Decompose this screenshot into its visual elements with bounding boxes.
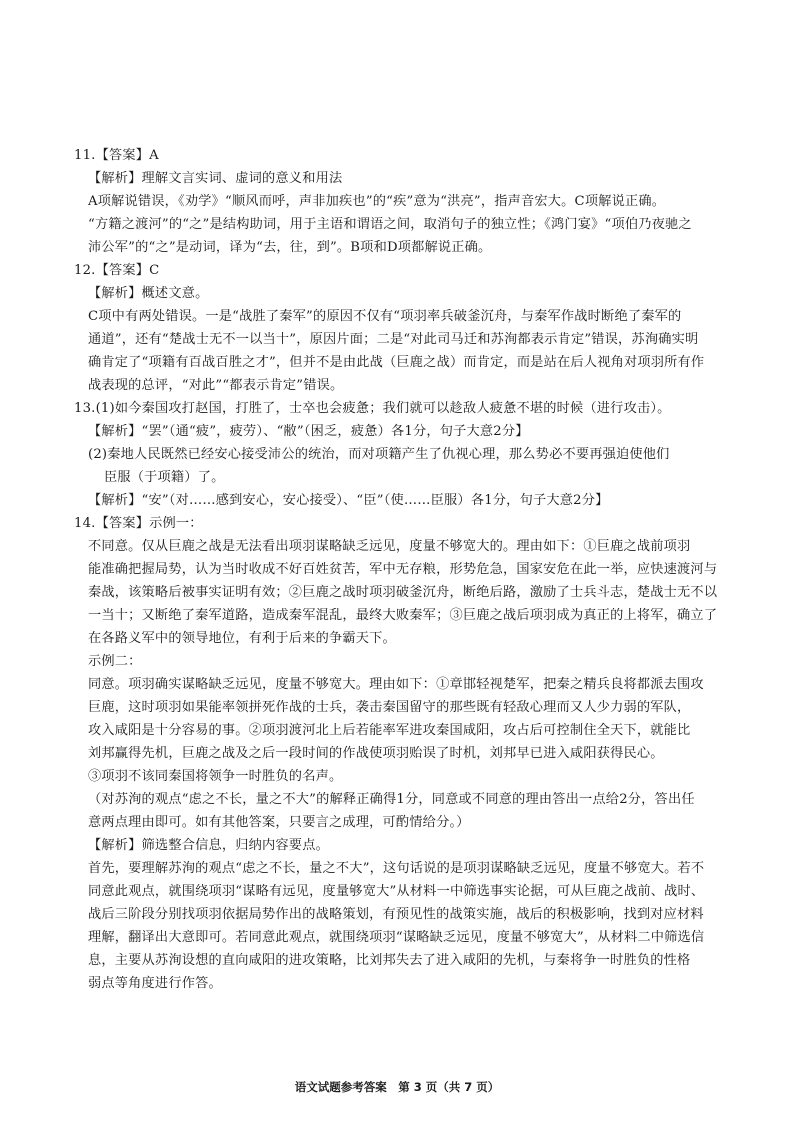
- q13-translation-1: 13.(1)如今秦国攻打赵国，打胜了，士卒也会疲惫；我们就可以趁敌人疲惫不堪的时候（进行攻击）。: [74, 401, 671, 416]
- q14-example2-line: 巨鹿，这时项羽如果能率领拼死作战的士兵，袭击秦国留守的那些既有轻敌心理而又人少力弱的军队，: [88, 700, 691, 715]
- q13-translation-2: (2)秦地人民既然已经安心接受沛公的统治，而对项籍产生了仇视心理，那么势必不要再强迫使他们: [88, 447, 670, 462]
- q14-example2-line: 同意。项羽确实谋略缺乏远见，度量不够宽大。理由如下：①章邯轻视楚军，把秦之精兵良将都派去围攻: [88, 677, 704, 692]
- q11-analysis-line: A项解说错误，《劝学》“顺风而呼，声非加疾也”的“疾”意为“洪亮”，指声音宏大。C项解说正确。: [88, 194, 666, 209]
- q13-analysis-1: 【解析】“罢”（通“疲”，疲劳）、“敝”（困乏，疲惫）各1分，句子大意2分】: [88, 424, 529, 439]
- q14-example1-line: 能准确把握局势，认为当时收成不好百姓贫苦，军中无存粮，形势危急，国家安危在此一举，应快速渡河与: [88, 562, 718, 577]
- q12-analysis-heading: 【解析】概述文意。: [88, 286, 209, 301]
- q11-analysis-line: “方籍之渡河”的“之”是结构助词，用于主语和谓语之间，取消句子的独立性；《鸿门宴》“项伯乃夜驰之: [88, 217, 692, 232]
- q14-example1-line: 一当十；又断绝了秦军道路，造成秦军混乱，最终大败秦军；③巨鹿之战后项羽成为真正的上将军，确立了: [88, 608, 718, 623]
- q14-example1-line: 秦战，该策略后被事实证明有效；②巨鹿之战时项羽破釜沉舟，断绝后路，激励了士兵斗志，楚战士无不以: [88, 585, 718, 600]
- q14-scoring-note: （对苏洵的观点“虑之不长，量之不大”的解释正确得1分，同意或不同意的理由答出一点给2分，答出任: [88, 792, 695, 807]
- q14-analysis-heading: 【解析】筛选整合信息，归纳内容要点。: [88, 838, 329, 853]
- q11-analysis-line: 沛公军”的“之”是动词，译为“去，往，到”。B项和D项都解说正确。: [88, 240, 492, 255]
- q11-analysis-heading: 【解析】理解文言实词、虚词的意义和用法: [88, 171, 343, 186]
- page-footer: 语文试题参考答案 第 3 页（共 7 页）: [294, 1080, 500, 1094]
- q13-translation-2-cont: 臣服（于项籍）了。: [104, 470, 225, 485]
- q14-analysis-line: 首先，要理解苏洵的观点“虑之不长，量之不大”，这句话说的是项羽谋略缺乏远见，度量不够宽大。若不: [88, 861, 705, 876]
- q12-analysis-line: 战表现的总评，“对此”“都表示肯定”错误。: [88, 378, 344, 393]
- q14-analysis-line: 同意此观点，就围绕项羽“谋略有远见，度量够宽大”从材料一中筛选事实论据，可从巨鹿之战前、战时、: [88, 884, 705, 899]
- q14-example2-heading: 示例二：: [88, 654, 142, 669]
- q14-analysis-line: 息，主要从苏洵设想的直向咸阳的进攻策略，比刘邦失去了进入咸阳的先机，与秦将争一时胜负的性格: [88, 953, 691, 968]
- q14-example2-line: ③项羽不该同秦国将领争一时胜负的名声。: [88, 769, 343, 784]
- q14-answer: 14.【答案】示例一：: [74, 516, 203, 531]
- q14-analysis-line: 弱点等角度进行作答。: [88, 976, 222, 991]
- q12-analysis-line: 通道”，还有“楚战士无不一以当十”，原因片面；二是“对此司马迁和苏洵都表示肯定”错误，苏洵确实明: [88, 332, 699, 347]
- q14-scoring-note: 意两点理由即可。如有其他答案，只要言之成理，可酌情给分。）: [88, 815, 470, 830]
- q12-analysis-line: 确肯定了“项籍有百战百胜之才”，但并不是由此战（巨鹿之战）而肯定，而是站在后人视角对项羽所有作: [88, 355, 705, 370]
- q11-answer: 11.【答案】A: [74, 148, 159, 163]
- q12-answer: 12.【答案】C: [74, 263, 160, 278]
- q12-analysis-line: C项中有两处错误。一是“战胜了秦军”的原因不仅有“项羽率兵破釜沉舟，与秦军作战时断绝了秦军的: [88, 309, 682, 324]
- q14-example1-line: 不同意。仅从巨鹿之战是无法看出项羽谋略缺乏远见，度量不够宽大的。理由如下：①巨鹿之战前项羽: [88, 539, 691, 554]
- q14-example2-line: 刘邦赢得先机，巨鹿之战及之后一段时间的作战使项羽贻误了时机，刘邦早已进入咸阳获得民心。: [88, 746, 664, 761]
- q14-analysis-line: 战后三阶段分别找项羽依据局势作出的战略策划，有预见性的战策实施，战后的积极影响，找到对应材料: [88, 907, 704, 922]
- q14-analysis-line: 理解，翻译出大意即可。若同意此观点，就围绕项羽“谋略缺乏远见，度量不够宽大”，从材料二中筛选信: [88, 930, 705, 945]
- q13-analysis-2: 【解析】“安”（对……感到安心，安心接受）、“臣”（使……臣服）各1分，句子大意2分】: [88, 493, 609, 508]
- q14-example2-line: 攻入咸阳是十分容易的事。②项羽渡河北上后若能率军进攻秦国咸阳，攻占后可控制住全天下，就能比: [88, 723, 691, 738]
- q14-example1-line: 在各路义军中的领导地位，有利于后来的争霸天下。: [88, 631, 396, 646]
